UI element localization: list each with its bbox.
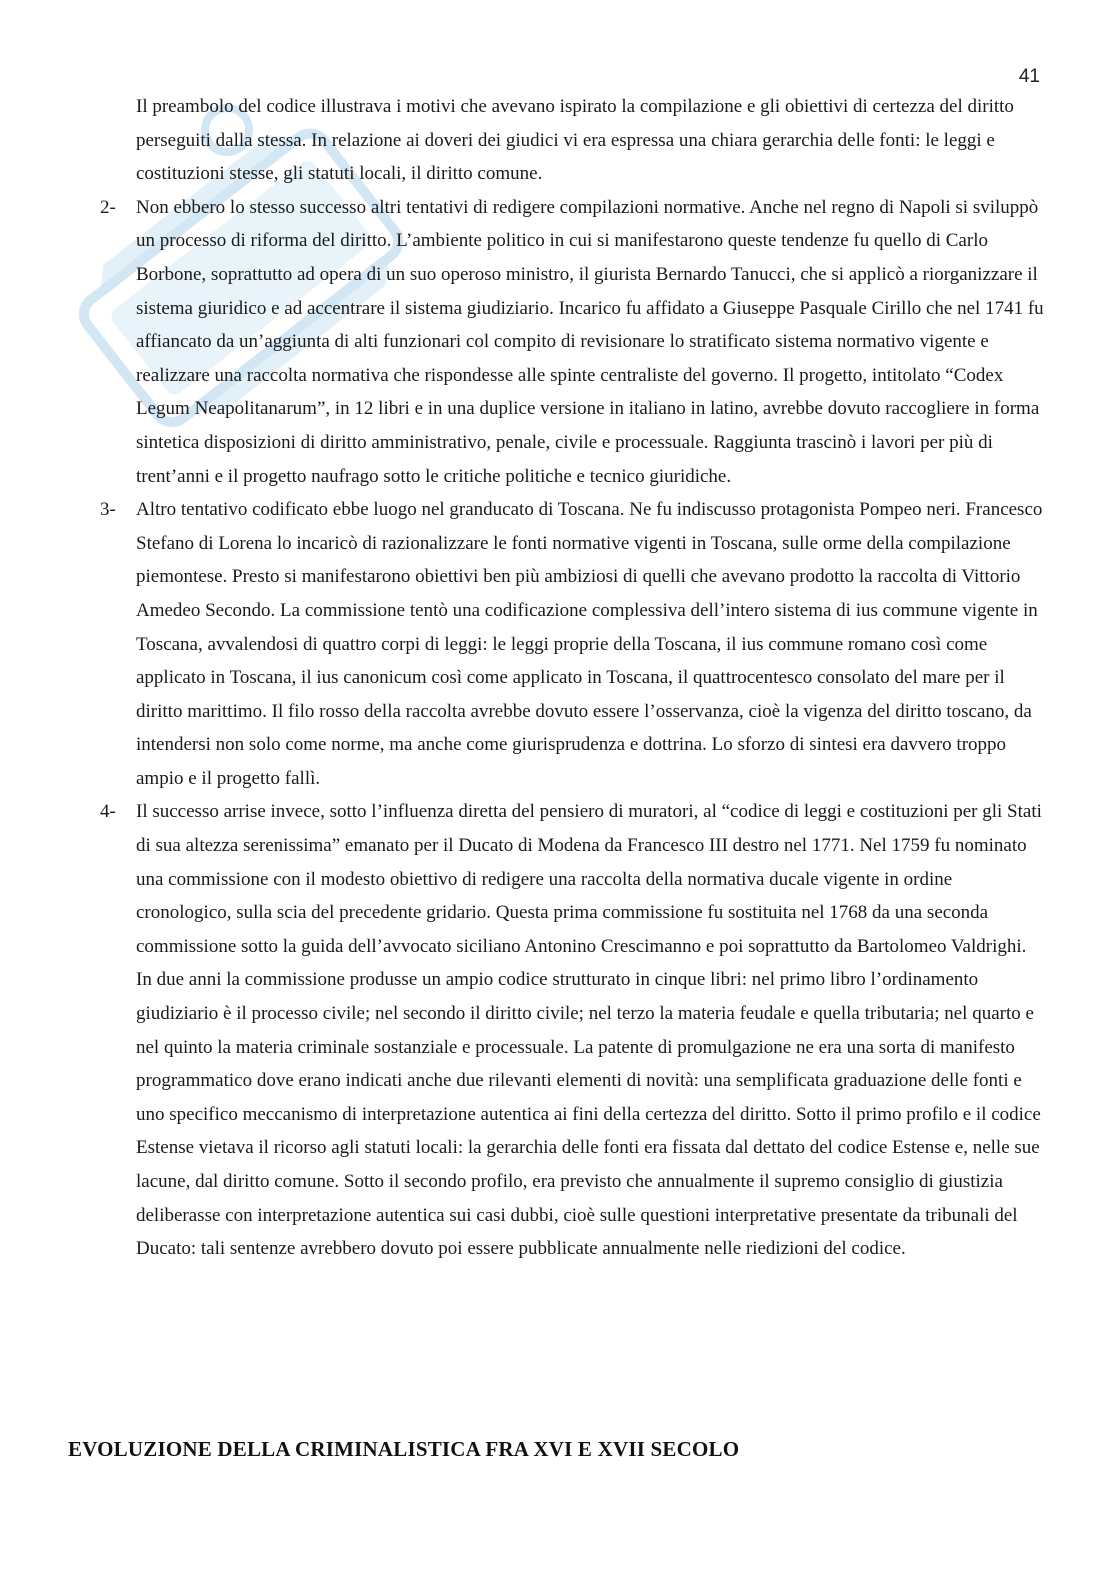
section-heading: EVOLUZIONE DELLA CRIMINALISTICA FRA XVI E XVII SECOLO bbox=[68, 1437, 740, 1461]
list-item-number: 3- bbox=[100, 499, 116, 521]
list-item-4 bbox=[0, 795, 1116, 1265]
list-item-text: Non ebbero lo stesso successo altri tentativi di redigere compilazioni normative. Anche nel regno di Napoli si sviluppò un processo di riforma del diritto. L’ambiente politico in cui si manifestarono queste tendenze fu quello di Carlo Borbone, soprattutto ad opera di un suo operoso ministro, il giurista Bernardo Tanucci, che si applicò a riorganizzare il sistema giuridico e ad accentrare il sistema giudiziario. Incarico fu affidato a Giuseppe Pasquale Cirillo che nel 1741 fu affiancato da un’aggiunta di alti funzionari col compito di revisionare lo stratificato sistema normativo vigente e realizzare una raccolta normativa che rispondesse alle spinte centraliste del governo. Il progetto, intitolato “Codex Legum Neapolitanarum”, in 12 libri e in una duplice versione in italiano in latino, avrebbe dovuto raccogliere in forma sintetica disposizioni di diritto amministrativo, penale, civile e processuale. Raggiunta trascinò i lavori per più di trent’anni e il progetto naufrago sotto le critiche politiche e tecnico giuridiche. bbox=[136, 196, 1044, 487]
list-item-2 bbox=[0, 191, 1116, 493]
document-body bbox=[0, 90, 1116, 1266]
list-item-text: Il successo arrise invece, sotto l’influenza diretta del pensiero di muratori, al “codice di leggi e costituzioni per gli Stati di sua altezza serenissima” emanato per il Ducato di Modena da Francesco III destro nel 1771. Nel 1759 fu nominato una commissione con il modesto obiettivo di redigere una raccolta della normativa ducale vigente in ordine cronologico, sulla scia del precedente gridario. Questa prima commissione fu sostituita nel 1768 da una seconda commissione sotto la guida dell’avvocato siciliano Antonino Crescimanno e poi soprattutto da Bartolomeo Valdrighi. In due anni la commissione produsse un ampio codice strutturato in cinque libri: nel primo libro l’ordinamento giudiziario è il processo civile; nel secondo il diritto civile; nel terzo la materia feudale e quella tributaria; nel quarto e nel quinto la materia criminale sostanziale e processuale. La patente di promulgazione ne era una sorta di manifesto programmatico dove erano indicati anche due rilevanti elementi di novità: una semplificata graduazione delle fonti e uno specifico meccanismo di interpretazione autentica ai fini della certezza del diritto. Sotto il primo profilo e il codice Estense vietava il ricorso agli statuti locali: la gerarchia delle fonti era fissata dal dettato del codice Estense e, nelle sue lacune, dal diritto comune. Sotto il secondo profilo, era previsto che annualmente il supremo consiglio di giustizia deliberasse con interpretazione autentica sui casi dubbi, cioè sulle questioni interpretative presentate da tribunali del Ducato: tali sentenze avrebbero dovuto poi essere pubblicate annualmente nelle riedizioni del codice. bbox=[136, 801, 1042, 1260]
list-item-3 bbox=[0, 493, 1116, 795]
intro-paragraph: Il preambolo del codice illustrava i motivi che avevano ispirato la compilazione e gli obiettivi di certezza del diritto perseguiti dalla stessa. In relazione ai doveri dei giudici vi era espressa una chiara gerarchia delle fonti: le leggi e costituzioni stesse, gli statuti locali, il diritto comune. bbox=[136, 96, 1014, 185]
list-item-number: 4- bbox=[100, 801, 116, 823]
page-number: 41 bbox=[1018, 66, 1040, 87]
list-item-text: Altro tentativo codificato ebbe luogo nel granducato di Toscana. Ne fu indiscusso protagonista Pompeo neri. Francesco Stefano di Lorena lo incaricò di razionalizzare le fonti normative vigenti in Toscana, sulle orme della compilazione piemontese. Presto si manifestarono obiettivi ben più ambiziosi di quelli che avevano prodotto la raccolta di Vittorio Amedeo Secondo. La commissione tentò una codificazione complessiva dell’intero sistema di ius commune vigente in Toscana, avvalendosi di quattro corpi di leggi: le leggi proprie della Toscana, il ius commune romano così come applicato in Toscana, il ius canonicum così come applicato in Toscana, il quattrocentesco consolato del mare per il diritto marittimo. Il filo rosso della raccolta avrebbe dovuto essere l’osservanza, cioè la vigenza del diritto toscano, da intendersi non solo come norme, ma anche come giurisprudenza e dottrina. Lo sforzo di sintesi era davvero troppo ampio e il progetto fallì. bbox=[136, 499, 1043, 789]
list-item-number: 2- bbox=[100, 196, 116, 218]
